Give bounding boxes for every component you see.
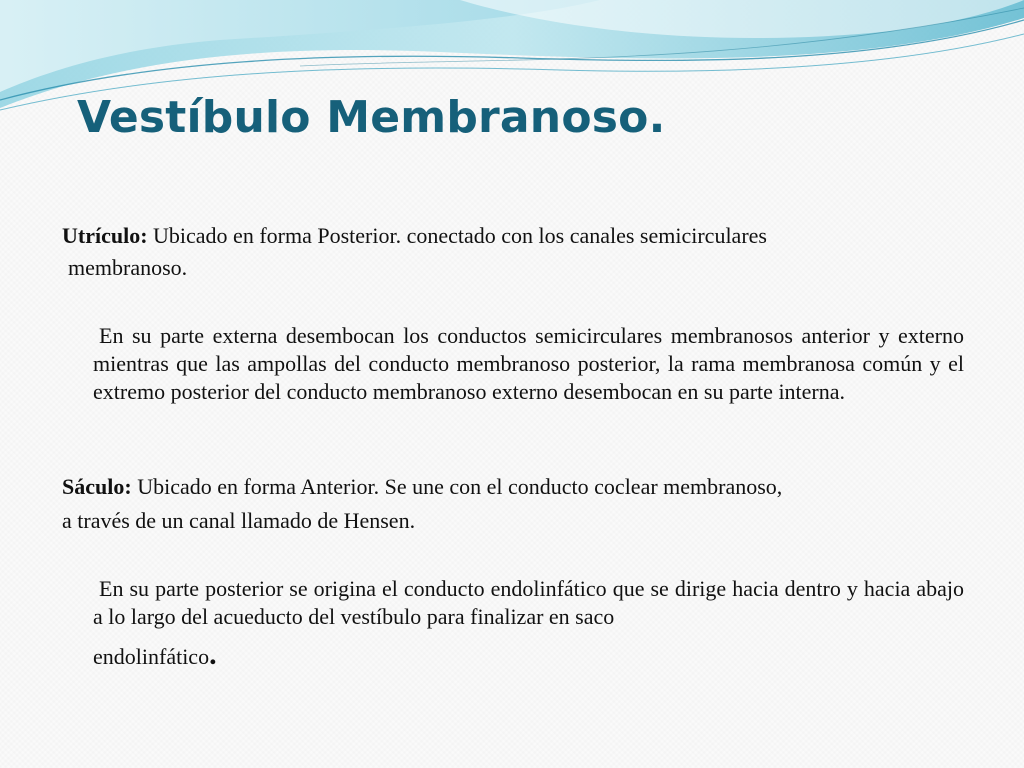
saculo-description: Ubicado en forma Anterior. Se une con el conducto coclear membranoso, [131, 474, 783, 499]
utriculo-term: Utrículo: [62, 223, 148, 248]
saculo-paragraph-end [93, 638, 217, 671]
utriculo-line-2: membranoso. [68, 255, 188, 280]
saculo-period: . [209, 638, 217, 671]
slide-title: Vestíbulo Membranoso. [77, 92, 666, 143]
utriculo-paragraph: En su parte externa desembocan los conductos semicirculares membranosos anterior y externo mientras que las ampollas del conducto membranoso posterior, la rama membranosa común y el extremo posterior del conducto membranoso externo desembocan en su parte interna. [93, 323, 964, 404]
saculo-line-2: a través de un canal llamado de Hensen. [62, 508, 416, 533]
saculo-paragraph: En su parte posterior se origina el conducto endolinfático que se dirige hacia dentro y hacia abajo a lo largo del acueducto del vestíbulo para finalizar en saco [93, 576, 964, 629]
saculo-term: Sáculo: [62, 474, 132, 499]
saculo-last-word: endolinfático [93, 644, 210, 669]
saculo-line-1 [62, 473, 782, 501]
utriculo-line-1 [62, 222, 767, 250]
utriculo-description: Ubicado en forma Posterior. conectado con los canales semicirculares [147, 223, 767, 248]
